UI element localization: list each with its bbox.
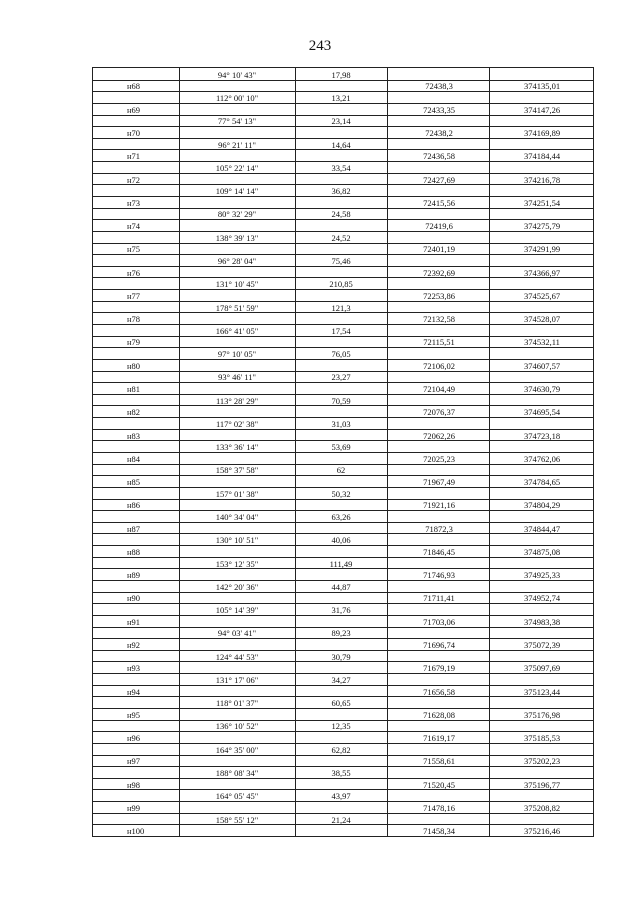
- y-coordinate-cell: 374184,44: [523, 151, 561, 162]
- point-name-cell: н93: [127, 663, 141, 674]
- point-name-cell: н92: [127, 640, 141, 650]
- x-coordinate-cell: 72436,58: [423, 151, 455, 162]
- y-coordinate-cell: 375202,23: [523, 756, 561, 767]
- point-name-cell: н86: [127, 500, 141, 511]
- x-coordinate-cell: 72392,69: [423, 267, 455, 278]
- x-coordinate-cell: 72433,35: [423, 104, 455, 115]
- point-name-cell: н100: [127, 826, 145, 837]
- point-name-cell: н85: [127, 477, 141, 488]
- y-coordinate-cell: 374251,54: [523, 197, 561, 208]
- angle-cell: 178° 51' 59": [215, 302, 259, 313]
- y-coordinate-cell: 374630,79: [523, 384, 561, 394]
- angle-cell: 164° 05' 45": [215, 791, 259, 802]
- angle-cell: 158° 55' 12": [215, 814, 259, 825]
- point-name-cell: н99: [127, 802, 141, 813]
- y-coordinate-cell: 375097,69: [523, 663, 561, 674]
- coordinates-table: [92, 67, 594, 837]
- y-coordinate-cell: 374291,99: [523, 244, 561, 255]
- angle-cell: 188° 08' 34": [215, 768, 259, 778]
- x-coordinate-cell: 72253,86: [423, 290, 455, 301]
- angle-cell: 164° 35' 00": [215, 744, 259, 755]
- angle-cell: 117° 02' 38": [215, 418, 259, 429]
- x-coordinate-cell: 72062,26: [423, 430, 455, 441]
- y-coordinate-cell: 374695,54: [523, 407, 561, 418]
- x-coordinate-cell: 71696,74: [423, 640, 455, 650]
- x-coordinate-cell: 71711,41: [423, 593, 455, 604]
- x-coordinate-cell: 72438,3: [425, 81, 453, 92]
- distance-cell: 31,76: [331, 605, 351, 616]
- point-name-cell: н70: [127, 128, 141, 138]
- x-coordinate-cell: 71703,06: [423, 616, 455, 627]
- angle-cell: 131° 17' 06": [215, 674, 259, 685]
- x-coordinate-cell: 72104,49: [423, 384, 455, 394]
- distance-cell: 13,21: [331, 93, 351, 104]
- distance-cell: 40,06: [331, 535, 351, 546]
- point-name-cell: н78: [127, 314, 141, 325]
- x-coordinate-cell: 71619,17: [423, 733, 455, 744]
- distance-cell: 53,69: [331, 442, 351, 453]
- x-coordinate-cell: 71558,61: [423, 756, 455, 767]
- y-coordinate-cell: 375216,46: [523, 826, 561, 837]
- x-coordinate-cell: 71846,45: [423, 546, 455, 557]
- point-name-cell: н90: [127, 593, 141, 604]
- angle-cell: 109° 14' 14": [215, 186, 259, 197]
- distance-cell: 38,55: [331, 768, 351, 778]
- distance-cell: 24,52: [331, 232, 351, 243]
- y-coordinate-cell: 374952,74: [523, 593, 561, 604]
- y-coordinate-cell: 375196,77: [523, 779, 561, 790]
- distance-cell: 36,82: [331, 186, 351, 197]
- angle-cell: 80° 32' 29": [217, 209, 257, 220]
- angle-cell: 124° 44' 53": [215, 651, 259, 662]
- distance-cell: 62,82: [331, 744, 351, 755]
- x-coordinate-cell: 72427,69: [423, 174, 455, 185]
- point-name-cell: н82: [127, 407, 141, 418]
- point-name-cell: н94: [127, 686, 141, 697]
- angle-cell: 130° 10' 51": [215, 535, 259, 546]
- angle-cell: 96° 21' 11": [218, 139, 256, 150]
- angle-cell: 105° 14' 39": [215, 605, 259, 616]
- distance-cell: 33,54: [331, 162, 351, 173]
- y-coordinate-cell: 374723,18: [523, 430, 561, 441]
- y-coordinate-cell: 374804,29: [523, 500, 561, 511]
- x-coordinate-cell: 72415,56: [423, 197, 455, 208]
- x-coordinate-cell: 71872,3: [425, 523, 453, 534]
- distance-cell: 62: [336, 465, 346, 476]
- y-coordinate-cell: 374528,07: [523, 314, 561, 325]
- x-coordinate-cell: 71458,34: [423, 826, 455, 837]
- x-coordinate-cell: 71478,16: [423, 802, 455, 813]
- angle-cell: 94° 10' 43": [217, 69, 257, 80]
- distance-cell: 31,03: [331, 418, 351, 429]
- point-name-cell: н91: [127, 616, 141, 627]
- distance-cell: 44,87: [331, 581, 351, 592]
- y-coordinate-cell: 374525,67: [523, 290, 561, 301]
- point-name-cell: н74: [127, 221, 141, 232]
- angle-cell: 133° 36' 14": [215, 442, 259, 453]
- point-name-cell: н83: [127, 430, 141, 441]
- y-coordinate-cell: 374216,78: [523, 174, 561, 185]
- point-name-cell: н75: [127, 244, 141, 255]
- x-coordinate-cell: 72106,02: [423, 360, 455, 371]
- distance-cell: 89,23: [331, 628, 351, 639]
- y-coordinate-cell: 374135,01: [523, 81, 561, 92]
- angle-cell: 136° 10' 52": [215, 721, 259, 732]
- angle-cell: 158° 37' 58": [215, 465, 259, 476]
- y-coordinate-cell: 374366,97: [523, 267, 561, 278]
- distance-cell: 23,27: [331, 372, 351, 383]
- angle-cell: 118° 01' 37": [215, 698, 259, 709]
- x-coordinate-cell: 72115,51: [423, 337, 455, 348]
- point-name-cell: н76: [127, 267, 141, 278]
- y-coordinate-cell: 375123,44: [523, 686, 561, 697]
- distance-cell: 75,46: [331, 256, 351, 266]
- page-number: 243: [308, 38, 332, 54]
- distance-cell: 121,3: [331, 302, 351, 313]
- x-coordinate-cell: 72025,23: [423, 453, 455, 464]
- x-coordinate-cell: 71921,16: [423, 500, 455, 511]
- distance-cell: 210,85: [329, 279, 353, 290]
- x-coordinate-cell: 71746,93: [423, 570, 455, 581]
- distance-cell: 14,64: [331, 139, 351, 150]
- y-coordinate-cell: 375185,53: [523, 733, 561, 744]
- point-name-cell: н69: [127, 104, 141, 115]
- distance-cell: 23,14: [331, 116, 351, 127]
- distance-cell: 17,98: [331, 69, 351, 80]
- y-coordinate-cell: 374784,65: [523, 477, 561, 488]
- distance-cell: 12,35: [331, 721, 351, 732]
- angle-cell: 140° 34' 04": [215, 512, 259, 522]
- x-coordinate-cell: 71628,08: [423, 709, 455, 720]
- distance-cell: 30,79: [331, 651, 351, 662]
- y-coordinate-cell: 374607,57: [523, 360, 561, 371]
- angle-cell: 157° 01' 38": [215, 488, 259, 499]
- angle-cell: 105° 22' 14": [215, 162, 259, 173]
- point-name-cell: н73: [127, 197, 141, 208]
- point-name-cell: н79: [127, 337, 141, 348]
- point-name-cell: н68: [127, 81, 141, 92]
- y-coordinate-cell: 374147,26: [523, 104, 561, 115]
- angle-cell: 113° 28' 29": [215, 395, 259, 406]
- y-coordinate-cell: 374169,89: [523, 128, 561, 138]
- distance-cell: 34,27: [331, 674, 351, 685]
- point-name-cell: н95: [127, 709, 141, 720]
- x-coordinate-cell: 71656,58: [423, 686, 455, 697]
- point-name-cell: н89: [127, 570, 141, 581]
- point-name-cell: н80: [127, 360, 141, 371]
- point-name-cell: н87: [127, 523, 141, 534]
- y-coordinate-cell: 375072,39: [523, 640, 561, 650]
- y-coordinate-cell: 374983,38: [523, 616, 561, 627]
- point-name-cell: н81: [127, 384, 141, 394]
- distance-cell: 17,54: [331, 325, 351, 336]
- angle-cell: 77° 54' 13": [217, 116, 257, 127]
- x-coordinate-cell: 71967,49: [423, 477, 455, 488]
- point-name-cell: н97: [127, 756, 141, 767]
- y-coordinate-cell: 374844,47: [523, 523, 561, 534]
- point-name-cell: н88: [127, 546, 141, 557]
- angle-cell: 93° 46' 11": [218, 372, 256, 383]
- x-coordinate-cell: 72438,2: [425, 128, 453, 138]
- y-coordinate-cell: 374875,08: [523, 546, 561, 557]
- distance-cell: 50,32: [331, 488, 351, 499]
- x-coordinate-cell: 72419,6: [425, 221, 453, 232]
- y-coordinate-cell: 374762,06: [523, 453, 561, 464]
- angle-cell: 94° 03' 41": [217, 628, 257, 639]
- y-coordinate-cell: 375176,98: [523, 709, 561, 720]
- x-coordinate-cell: 72076,37: [423, 407, 455, 418]
- y-coordinate-cell: 375208,82: [523, 802, 561, 813]
- distance-cell: 43,97: [331, 791, 351, 802]
- distance-cell: 76,05: [331, 349, 351, 360]
- x-coordinate-cell: 72132,58: [423, 314, 455, 325]
- x-coordinate-cell: 71520,45: [423, 779, 455, 790]
- angle-cell: 166° 41' 05": [215, 325, 259, 336]
- angle-cell: 131° 10' 45": [215, 279, 259, 290]
- point-name-cell: н96: [127, 733, 141, 744]
- distance-cell: 63,26: [331, 512, 351, 522]
- y-coordinate-cell: 374532,11: [524, 337, 560, 348]
- point-name-cell: н72: [127, 174, 141, 185]
- x-coordinate-cell: 72401,19: [423, 244, 455, 255]
- point-name-cell: н84: [127, 453, 141, 464]
- distance-cell: 111,49: [329, 558, 353, 569]
- angle-cell: 153° 12' 35": [215, 558, 259, 569]
- angle-cell: 112° 00' 10": [215, 93, 259, 104]
- angle-cell: 96° 28' 04": [217, 256, 257, 266]
- distance-cell: 24,58: [331, 209, 351, 220]
- distance-cell: 60,65: [331, 698, 351, 709]
- x-coordinate-cell: 71679,19: [423, 663, 455, 674]
- angle-cell: 97° 10' 05": [217, 349, 257, 360]
- distance-cell: 70,59: [331, 395, 351, 406]
- y-coordinate-cell: 374925,33: [523, 570, 561, 581]
- y-coordinate-cell: 374275,79: [523, 221, 561, 232]
- angle-cell: 142° 20' 36": [215, 581, 259, 592]
- distance-cell: 21,24: [331, 814, 351, 825]
- point-name-cell: н77: [127, 290, 141, 301]
- point-name-cell: н71: [127, 151, 141, 162]
- point-name-cell: н98: [127, 779, 141, 790]
- angle-cell: 138° 39' 13": [215, 232, 259, 243]
